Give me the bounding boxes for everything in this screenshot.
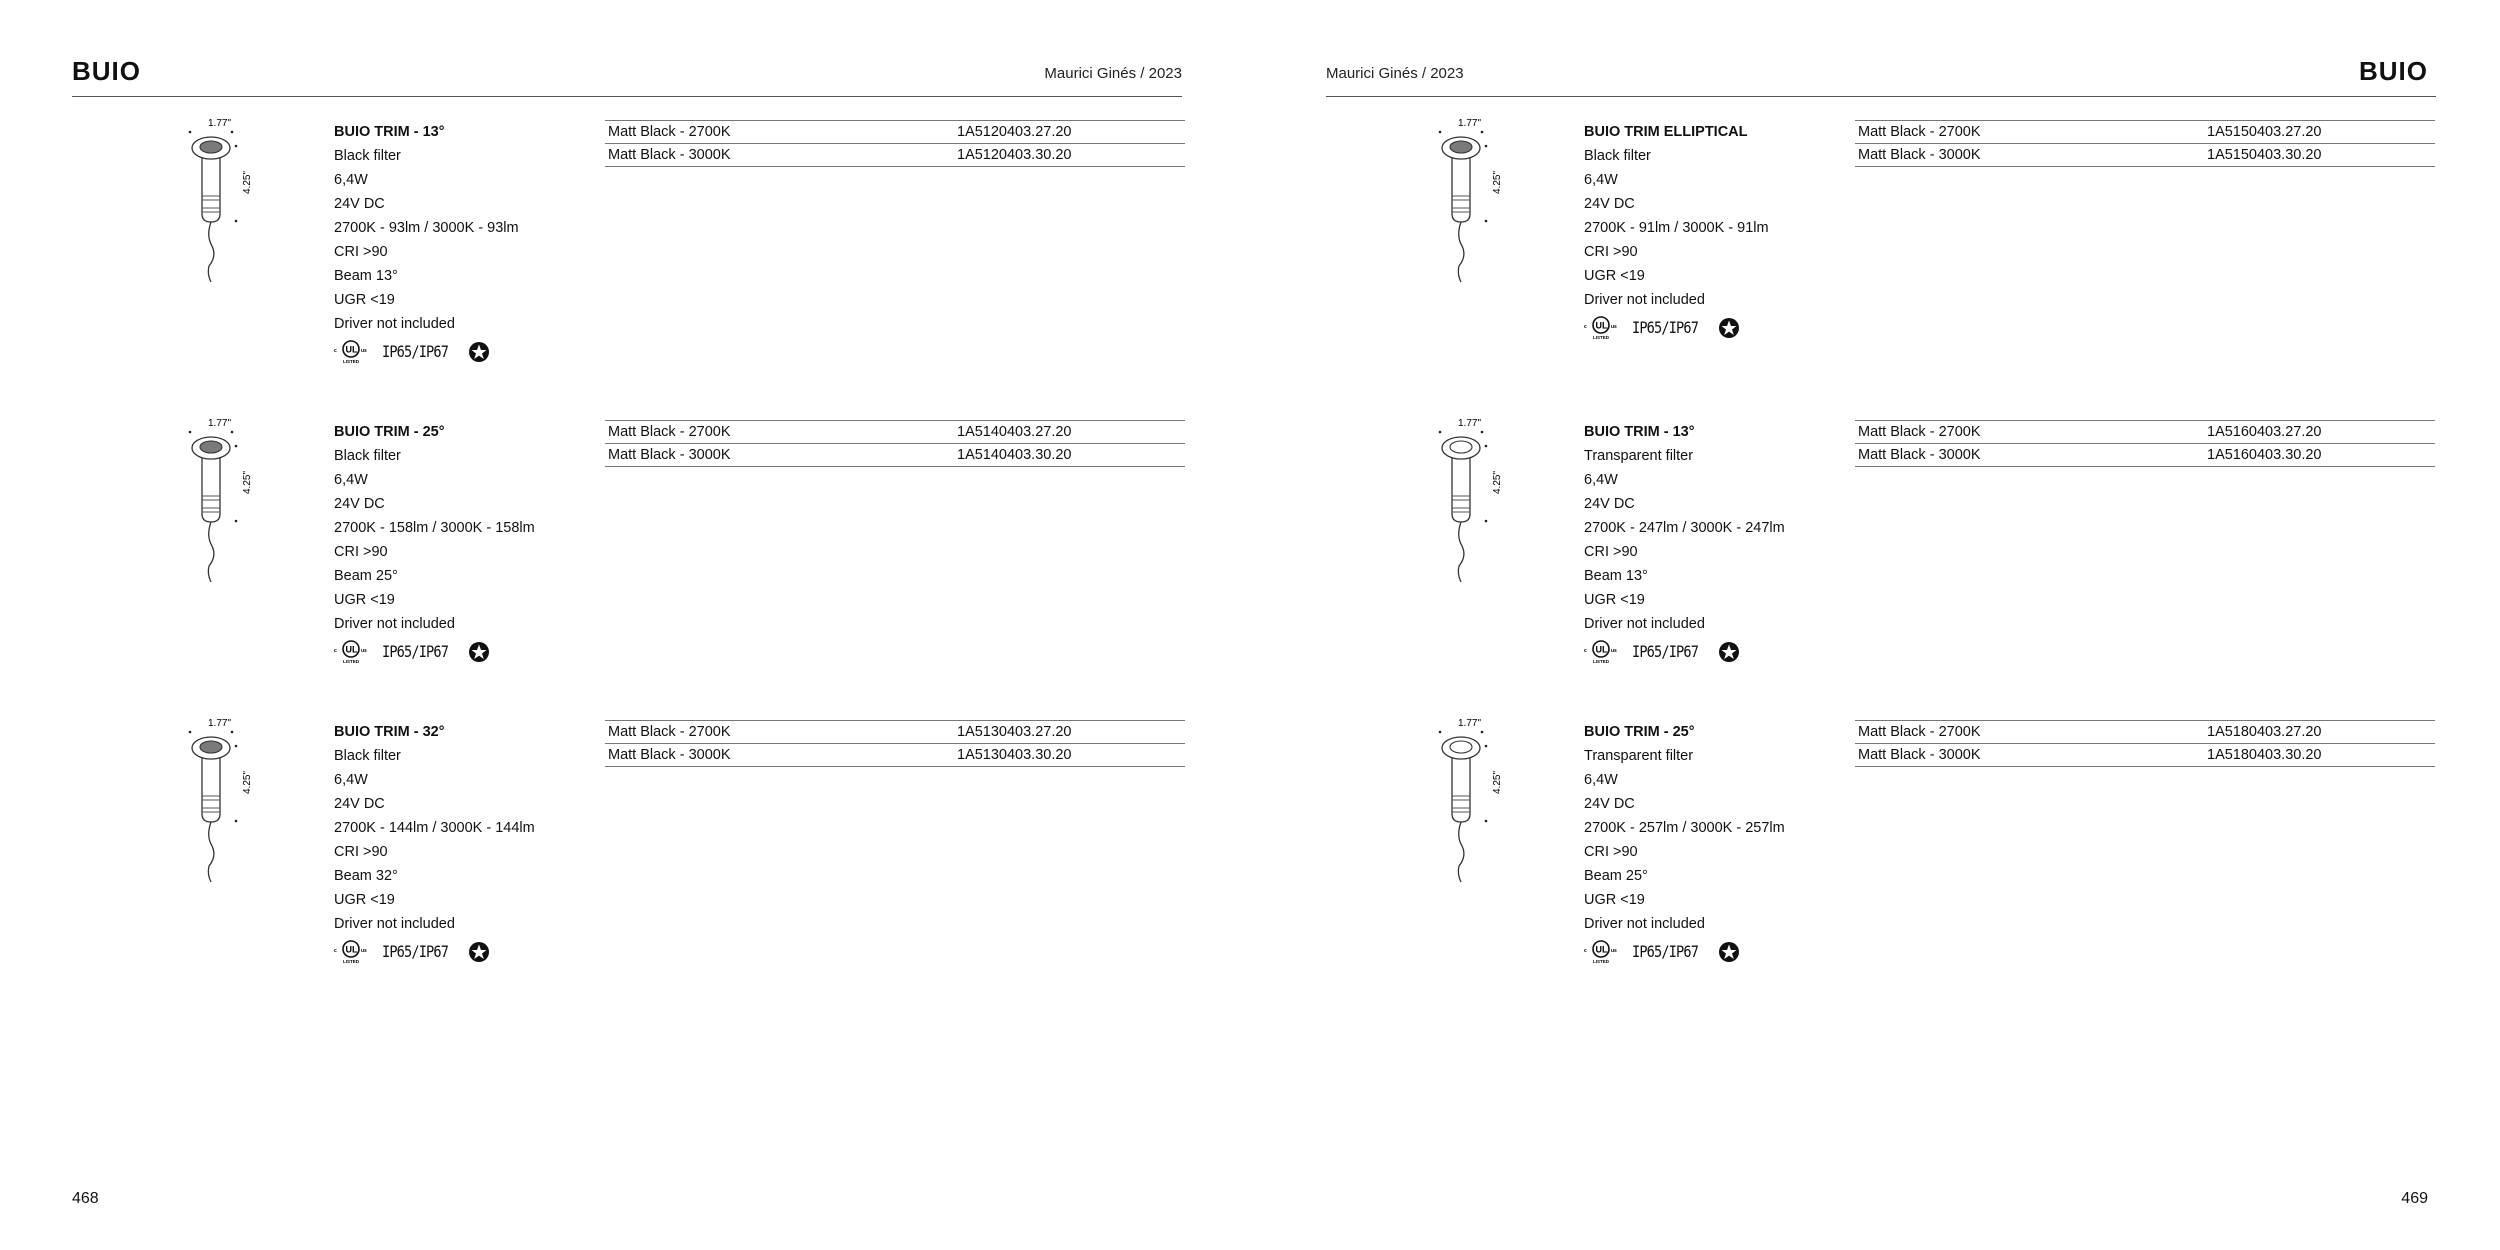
- product-entry: [150, 120, 1182, 400]
- height-dimension-label: 4.25": [1492, 470, 1503, 494]
- product-specs: [1584, 120, 1769, 341]
- product-specs: [334, 420, 535, 665]
- spec-line: Beam 25°: [334, 568, 398, 584]
- compliance-star-icon: [468, 641, 490, 663]
- variant-row: [605, 744, 1185, 767]
- lens-filter: [1450, 741, 1472, 753]
- svg-text:c: c: [334, 948, 337, 954]
- spec-line: Driver not included: [334, 616, 455, 632]
- variant-finish: Matt Black - 2700K: [605, 421, 954, 444]
- spec-line: Driver not included: [1584, 616, 1705, 632]
- variant-code: 1A5150403.30.20: [2204, 144, 2435, 167]
- spec-list: [334, 144, 519, 336]
- variant-row: [605, 421, 1185, 444]
- spec-line: 2700K - 247lm / 3000K - 247lm: [1584, 520, 1785, 536]
- ul-listed-icon: [1584, 639, 1624, 665]
- variant-table: [605, 720, 1185, 767]
- spec-line: Driver not included: [334, 316, 455, 332]
- svg-text:LISTED: LISTED: [1593, 335, 1610, 340]
- svg-text:us: us: [1611, 648, 1617, 654]
- height-dimension-label: 4.25": [242, 170, 253, 194]
- spec-line: Black filter: [334, 448, 401, 464]
- certifications: [334, 339, 519, 365]
- variant-row: [605, 444, 1185, 467]
- spec-line: 24V DC: [334, 796, 385, 812]
- spec-line: Driver not included: [1584, 916, 1705, 932]
- page-number: 469: [2401, 1190, 2428, 1207]
- svg-text:c: c: [334, 348, 337, 354]
- compliance-star-icon: [1718, 641, 1740, 663]
- spec-line: Beam 25°: [1584, 868, 1648, 884]
- luminaire-drawing: [1414, 716, 1524, 896]
- variant-code: 1A5160403.30.20: [2204, 444, 2435, 467]
- spec-list: [1584, 444, 1785, 636]
- compliance-star-icon: [1718, 317, 1740, 339]
- spec-list: [334, 444, 535, 636]
- variant-finish: Matt Black - 3000K: [605, 744, 954, 767]
- svg-text:UL: UL: [1595, 644, 1608, 655]
- variant-row: [1855, 121, 2435, 144]
- variant-finish: Matt Black - 3000K: [1855, 144, 2204, 167]
- svg-text:LISTED: LISTED: [343, 359, 360, 364]
- variant-table: [605, 120, 1185, 167]
- spec-line: 24V DC: [1584, 496, 1635, 512]
- svg-text:c: c: [1584, 648, 1587, 654]
- compliance-star-icon: [468, 341, 490, 363]
- svg-text:LISTED: LISTED: [343, 959, 360, 964]
- product-entry: [1400, 420, 2436, 700]
- ul-listed-icon: [334, 339, 374, 365]
- variant-table: [1855, 720, 2435, 767]
- width-dimension-label: 1.77": [1458, 418, 1482, 429]
- width-dimension-label: 1.77": [1458, 118, 1482, 129]
- width-dimension-label: 1.77": [208, 118, 232, 129]
- variant-row: [1855, 421, 2435, 444]
- variant-row: [605, 121, 1185, 144]
- spec-line: CRI >90: [334, 544, 388, 560]
- spec-line: 24V DC: [334, 496, 385, 512]
- svg-text:LISTED: LISTED: [1593, 659, 1610, 664]
- certifications: [1584, 939, 1785, 965]
- spec-line: 6,4W: [1584, 772, 1618, 788]
- spec-line: Beam 13°: [1584, 568, 1648, 584]
- brand-title: BUIO: [2359, 56, 2428, 86]
- spec-line: UGR <19: [1584, 592, 1645, 608]
- svg-text:UL: UL: [1595, 320, 1608, 331]
- product-entry: [1400, 120, 2436, 400]
- variant-row: [605, 144, 1185, 167]
- ul-listed-icon: [334, 639, 374, 665]
- compliance-star-icon: [1718, 941, 1740, 963]
- ip-rating: IP65/IP67: [382, 942, 449, 961]
- spec-line: 2700K - 93lm / 3000K - 93lm: [334, 220, 519, 236]
- author-credit: Maurici Ginés / 2023: [1044, 65, 1182, 82]
- luminaire-drawing: [1414, 116, 1524, 296]
- lens-filter: [1450, 141, 1472, 153]
- variant-finish: Matt Black - 2700K: [1855, 421, 2204, 444]
- spec-line: CRI >90: [334, 844, 388, 860]
- variant-finish: Matt Black - 3000K: [1855, 444, 2204, 467]
- product-specs: [1584, 420, 1785, 665]
- product-name: BUIO TRIM - 25°: [334, 424, 445, 440]
- svg-text:UL: UL: [345, 344, 358, 355]
- spec-line: 2700K - 144lm / 3000K - 144lm: [334, 820, 535, 836]
- header-divider: [1326, 96, 2436, 97]
- spec-list: [334, 744, 535, 936]
- svg-text:UL: UL: [345, 644, 358, 655]
- certifications: [334, 939, 535, 965]
- width-dimension-label: 1.77": [208, 718, 232, 729]
- spec-line: 6,4W: [334, 472, 368, 488]
- spec-line: CRI >90: [1584, 244, 1638, 260]
- width-dimension-label: 1.77": [208, 418, 232, 429]
- spec-line: Beam 13°: [334, 268, 398, 284]
- product-name: BUIO TRIM - 32°: [334, 724, 445, 740]
- spec-line: Black filter: [334, 748, 401, 764]
- svg-text:LISTED: LISTED: [1593, 959, 1610, 964]
- spec-line: UGR <19: [1584, 268, 1645, 284]
- variant-row: [605, 721, 1185, 744]
- page-number: 468: [72, 1190, 99, 1207]
- svg-text:us: us: [361, 348, 367, 354]
- ip-rating: IP65/IP67: [382, 342, 449, 361]
- spec-line: CRI >90: [334, 244, 388, 260]
- height-dimension-label: 4.25": [1492, 170, 1503, 194]
- spec-line: UGR <19: [334, 892, 395, 908]
- ul-listed-icon: [1584, 939, 1624, 965]
- spec-line: 2700K - 257lm / 3000K - 257lm: [1584, 820, 1785, 836]
- variant-code: 1A5120403.30.20: [954, 144, 1185, 167]
- lens-filter: [1450, 441, 1472, 453]
- ul-listed-icon: [334, 939, 374, 965]
- spec-line: 6,4W: [1584, 172, 1618, 188]
- height-dimension-label: 4.25": [242, 470, 253, 494]
- spec-list: [1584, 144, 1769, 312]
- variant-finish: Matt Black - 2700K: [1855, 121, 2204, 144]
- svg-text:us: us: [1611, 324, 1617, 330]
- svg-text:LISTED: LISTED: [343, 659, 360, 664]
- ip-rating: IP65/IP67: [1632, 642, 1699, 661]
- svg-text:us: us: [1611, 948, 1617, 954]
- variant-finish: Matt Black - 3000K: [605, 444, 954, 467]
- spec-line: Driver not included: [1584, 292, 1705, 308]
- variant-code: 1A5130403.30.20: [954, 744, 1185, 767]
- variant-code: 1A5150403.27.20: [2204, 121, 2435, 144]
- svg-text:UL: UL: [345, 944, 358, 955]
- variant-code: 1A5140403.30.20: [954, 444, 1185, 467]
- variant-row: [1855, 721, 2435, 744]
- product-specs: [334, 120, 519, 365]
- variant-finish: Matt Black - 2700K: [1855, 721, 2204, 744]
- certifications: [334, 639, 535, 665]
- ul-listed-icon: [1584, 315, 1624, 341]
- spec-line: Driver not included: [334, 916, 455, 932]
- product-name: BUIO TRIM - 13°: [1584, 424, 1695, 440]
- spec-line: 24V DC: [1584, 196, 1635, 212]
- spec-line: Black filter: [1584, 148, 1651, 164]
- spec-list: [1584, 744, 1785, 936]
- luminaire-drawing: [164, 416, 274, 596]
- luminaire-drawing: [164, 716, 274, 896]
- product-name: BUIO TRIM ELLIPTICAL: [1584, 124, 1748, 140]
- ip-rating: IP65/IP67: [1632, 942, 1699, 961]
- svg-text:UL: UL: [1595, 944, 1608, 955]
- certifications: [1584, 315, 1769, 341]
- spec-line: CRI >90: [1584, 544, 1638, 560]
- svg-text:c: c: [1584, 324, 1587, 330]
- variant-code: 1A5160403.27.20: [2204, 421, 2435, 444]
- variant-row: [1855, 744, 2435, 767]
- spec-line: 2700K - 91lm / 3000K - 91lm: [1584, 220, 1769, 236]
- svg-text:c: c: [1584, 948, 1587, 954]
- width-dimension-label: 1.77": [1458, 718, 1482, 729]
- variant-finish: Matt Black - 2700K: [605, 721, 954, 744]
- lens-filter: [200, 441, 222, 453]
- spec-line: 6,4W: [334, 772, 368, 788]
- spec-line: 24V DC: [1584, 796, 1635, 812]
- variant-code: 1A5140403.27.20: [954, 421, 1185, 444]
- spec-line: 24V DC: [334, 196, 385, 212]
- product-specs: [1584, 720, 1785, 965]
- spec-line: 6,4W: [1584, 472, 1618, 488]
- spec-line: CRI >90: [1584, 844, 1638, 860]
- variant-table: [1855, 420, 2435, 467]
- svg-text:c: c: [334, 648, 337, 654]
- spec-line: 2700K - 158lm / 3000K - 158lm: [334, 520, 535, 536]
- spec-line: Transparent filter: [1584, 448, 1694, 464]
- variant-table: [605, 420, 1185, 467]
- variant-code: 1A5180403.27.20: [2204, 721, 2435, 744]
- spec-line: UGR <19: [1584, 892, 1645, 908]
- lens-filter: [200, 741, 222, 753]
- product-entry: [150, 720, 1182, 1000]
- variant-finish: Matt Black - 3000K: [1855, 744, 2204, 767]
- brand-title: BUIO: [72, 56, 141, 86]
- header-divider: [72, 96, 1182, 97]
- author-credit: Maurici Ginés / 2023: [1326, 65, 1464, 82]
- product-name: BUIO TRIM - 13°: [334, 124, 445, 140]
- svg-text:us: us: [361, 648, 367, 654]
- product-entry: [1400, 720, 2436, 1000]
- luminaire-drawing: [1414, 416, 1524, 596]
- right-page: [1250, 0, 2500, 1250]
- variant-row: [1855, 444, 2435, 467]
- variant-code: 1A5130403.27.20: [954, 721, 1185, 744]
- product-entry: [150, 420, 1182, 700]
- height-dimension-label: 4.25": [1492, 770, 1503, 794]
- spec-line: UGR <19: [334, 592, 395, 608]
- compliance-star-icon: [468, 941, 490, 963]
- ip-rating: IP65/IP67: [382, 642, 449, 661]
- spec-line: 6,4W: [334, 172, 368, 188]
- luminaire-drawing: [164, 116, 274, 296]
- certifications: [1584, 639, 1785, 665]
- spec-line: UGR <19: [334, 292, 395, 308]
- variant-table: [1855, 120, 2435, 167]
- variant-finish: Matt Black - 3000K: [605, 144, 954, 167]
- svg-text:us: us: [361, 948, 367, 954]
- spec-line: Black filter: [334, 148, 401, 164]
- height-dimension-label: 4.25": [242, 770, 253, 794]
- spec-line: Transparent filter: [1584, 748, 1694, 764]
- variant-code: 1A5180403.30.20: [2204, 744, 2435, 767]
- variant-row: [1855, 144, 2435, 167]
- variant-finish: Matt Black - 2700K: [605, 121, 954, 144]
- product-specs: [334, 720, 535, 965]
- spec-line: Beam 32°: [334, 868, 398, 884]
- lens-filter: [200, 141, 222, 153]
- product-name: BUIO TRIM - 25°: [1584, 724, 1695, 740]
- variant-code: 1A5120403.27.20: [954, 121, 1185, 144]
- ip-rating: IP65/IP67: [1632, 318, 1699, 337]
